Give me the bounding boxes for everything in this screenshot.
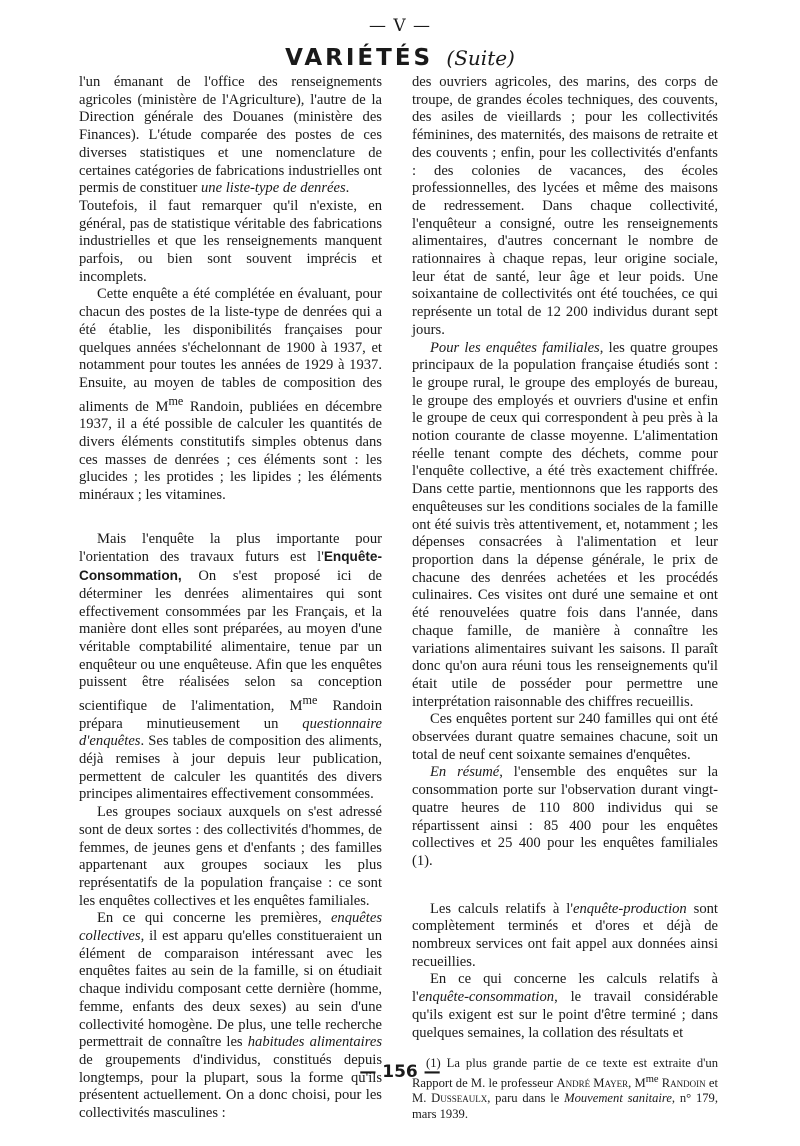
paragraph: Toutefois, il faut remarquer qu'il n'existe, en général, pas de statistique véritable des fabrications industrielles et que les renseignements manquent parfois, ou bien sont souvent imprécis et incomplets. <box>79 197 382 285</box>
paragraph: Mais l'enquête la plus importante pour l'orientation des travaux futurs est l'Enquête-Consommation, On s'est proposé ici de déterminer les denrées alimentaires qui sont effectivement consommées par les Français, et la manière dont elles sont préparées, au moyen d'une véritable comptabilité alimentaire, tenue par un enquêteur ou une enquêteuse. Afin que les enquêtes puissent être réalisées selon sa conception scientifique de l'alimentation, $M^{me}$ Randoin prépara minutieusement un questionnaire d'enquêtes. Ses tables de composition des aliments, déjà remises à jour depuis leur publication, permettent de calculer les quantités des divers principes alimentaires effectivement consommées. <box>79 530 383 803</box>
paragraph: Cette enquête a été complétée en évaluant, pour chacun des postes de la liste-type de denrées qui a été établie, les disponibilités françaises pour quelques années s'échelonnant de 1900 à 1937, et notamment pour toutes les années de 1929 à 1937. Ensuite, au moyen de tables de composition des aliments de $M^{me}$ Randoin, publiées en décembre 1937, il a été possible de calculer les quantités de divers éléments constitutifs simples obtenus dans ces masses de denrées ; ces éléments sont : les glucides ; les protides ; les lipides ; les éléments minéraux ; les vitamines. <box>79 286 382 504</box>
paragraph: En ce qui concerne les calculs relatifs à l'enquête-consommation, le travail considérable qu'ils exigent est sur le point d'être terminé ; dans quelques semaines, la collation des résultats et <box>412 971 718 1041</box>
footnote: (1) La plus grande partie de ce texte est extraite d'un Rapport de M. le professeur André Mayer, $M^{me}$ Randoin et M. Dusseaulx, paru dans le Mouvement sanitaire, n° 179, mars 1939. <box>412 1056 719 1121</box>
title-main: VARIÉTÉS <box>285 45 434 71</box>
paragraph: En résumé, l'ensemble des enquêtes sur la consommation porte sur l'observation durant vingt-quatre heures de 110 800 individus qui se répartissent ainsi : 85 400 pour les enquêtes collectives et 25 400 pour les enquêtes familiales (1). <box>412 764 718 869</box>
left-column <box>79 74 382 1123</box>
paragraph: Les groupes sociaux auxquels on s'est adressé sont de deux sortes : des collectivités d'hommes, de femmes, de jeunes gens et d'enfants ; des familles appartenant aux groupes sociaux les plus représentatifs de la population française : ce sont les enquêtes collectives et les enquêtes familiales. <box>79 804 382 909</box>
paragraph: l'un émanant de l'office des renseignements agricoles (ministère de l'Agriculture), l'autre de la Direction générale des Douanes (ministère des Finances). L'étude comparée des postes de ces diverses statistiques et une nomenclature de certaines catégories de fabrications industrielles ont permis de constituer une liste-type de denrées. <box>79 74 382 197</box>
section-title <box>0 44 800 72</box>
paragraph: Pour les enquêtes familiales, les quatre groupes principaux de la population française étudiés sont : le groupe rural, le groupe des employés de bureau, le groupe des employés et ouvriers d'usine et enfin le groupe de ceux qui correspondent à peu près à la notion courante de classe moyenne. L'alimentation réelle tenant compte des déchets, comme pour l'enquête collective, a été très exactement chiffrée. Dans cette partie, mentionnons que les rapports des enquêteuses sur les conditions sociales de la famille ont été suivis très attentivement, et, notamment ; les dépenses consacrées à l'alimentation et leur proportion dans la dépense générale, le prix de chacune des denrées achetées et les procédés culinaires. Ces visites ont duré une semaine et ont été renouvelées quatre fois dans l'année, dans chaque famille, de manière à connaître les variations alimentaires suivant les saisons. Il paraît donc qu'on aura réuni tous les renseignements qu'il était utile de posséder pour permettre une interprétation raisonnable des chiffres recueillis. <box>412 339 718 710</box>
paragraph: des ouvriers agricoles, des marins, des corps de troupe, de grandes écoles techniques, des couvents, des asiles de vieillards ; pour les collectivités féminines, des maternités, des maisons de retraite et des couvents ; enfin, pour les collectivités d'enfants : des colonies de vacances, des écoles professionnelles, des lycées et même des maisons de redressement. Dans chaque collectivité, l'enquêteur a consigné, outre les renseignements alimentaires, d'autres concernant le nombre de rationnaires à chaque repas, leur origine sociale, leur état de santé, leur âge et leur poids. Une soixantaine de collectivités ont été touchées, ce qui représente un total de 12 200 individus durant sept jours. <box>412 74 718 338</box>
page-number: — 156 — <box>359 1062 441 1082</box>
paragraph: Ces enquêtes portent sur 240 familles qui ont été observées durant quatre semaines chacune, soit un total de neuf cent soixante semaines d'enquêtes. <box>412 711 718 763</box>
paragraph: Les calculs relatifs à l'enquête-production sont complètement terminés et d'ores et déjà de nombreux services ont fait appel aux données ainsi recueillies. <box>412 900 718 970</box>
title-suite: (Suite) <box>446 46 515 70</box>
paragraph: En ce qui concerne les premières, enquêtes collectives, il est apparu qu'elles constitueraient un élément de comparaison intéressant avec les enquêtes faites au sein de la famille, si on étudiait chaque individu composant cette dernière (homme, femme, enfants des deux sexes) au sein d'une collectivité homogène. De plus, une telle recherche permettrait de connaître les habitudes alimentaires de groupements d'individus, constitués depuis longtemps, pour la plupart, sous la forme qu'ils présentent actuellement. On a donc choisi, pour les collectivités masculines : <box>79 910 382 1122</box>
right-column <box>412 74 718 1122</box>
running-head: — V — <box>368 16 432 36</box>
